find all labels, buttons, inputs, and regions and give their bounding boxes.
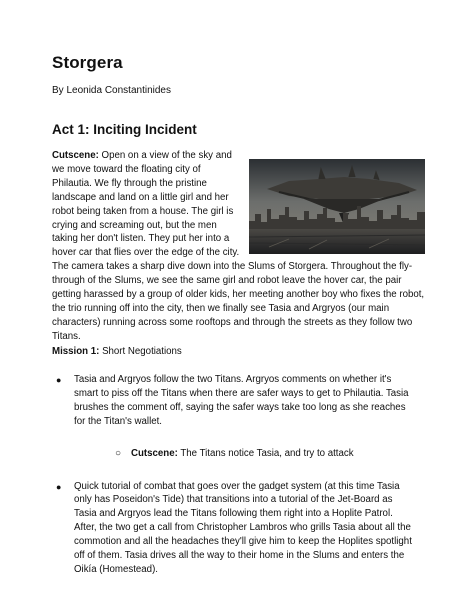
cutscene-label: Cutscene: [52,150,99,161]
mission-step [52,480,417,577]
sub-cutscene-label: Cutscene: [131,447,178,459]
bullet-icon: ● [56,481,62,492]
act-heading: Act 1: Inciting Incident [52,122,197,137]
sub-cutscene-text: The Titans notice Tasia, and try to attack [177,447,354,459]
author-byline: By Leonida Constantinides [52,85,171,96]
document-title: Storgera [52,53,123,72]
mission-step-text: Quick tutorial of combat that goes over the gadget system (at this time Tasia only has Poseidon's Tide) that transitions into a tutorial of the Jet-Board as Tasia and Argryos lead the Titans following them right into a Hoplite Patrol. After, the two get a call from Christopher Lambros who grills Tasia about all the commotion and all the headaches they'll give him to keep the Hoplites spotlight off of them. Tasia drives all the way to their home in the Slums and enters the Oikía (Homestead). [74,480,412,575]
opening-cutscene-paragraph [52,149,425,344]
mission-label: Mission 1: [52,346,100,357]
floating-city-illustration [249,159,425,254]
mission-heading [52,346,182,357]
mission-step-text: Tasia and Argryos follow the two Titans. Argryos comments on whether it's smart to piss off the Titans when there are safer ways to get to Philautia. Tasia brushes the comment off, saying the safer ways take too long as she reaches for the Titan's wallet. [74,374,409,427]
hollow-bullet-icon: ○ [115,447,122,459]
mission-steps-list [52,373,417,577]
bullet-icon: ● [56,375,62,385]
mission-title: Short Negotiations [99,346,182,357]
cutscene-description: Open on a view of the sky and we move toward the floating city of Philautia. We fly through the pristine landscape and land on a little girl and her robot being taken from a house. The girl is crying and screaming out, but the men taking her don't listen. They put her into a hover car that flies over the edge of the city. The camera takes a sharp dive down into the Slums of Storgera. Throughout the fly-through of the Slums, we see the same girl and robot leave the hover car, the pair getting harassed by a group of older kids, her meeting another boy who fixes the robot, the trio running off into the city, then we finally see Tasia and Argryos (our main characters) running across some rooftops and through the streets as they follow two Titans. [52,150,425,342]
mission-step [52,373,417,461]
mission-sub-step [74,447,417,461]
